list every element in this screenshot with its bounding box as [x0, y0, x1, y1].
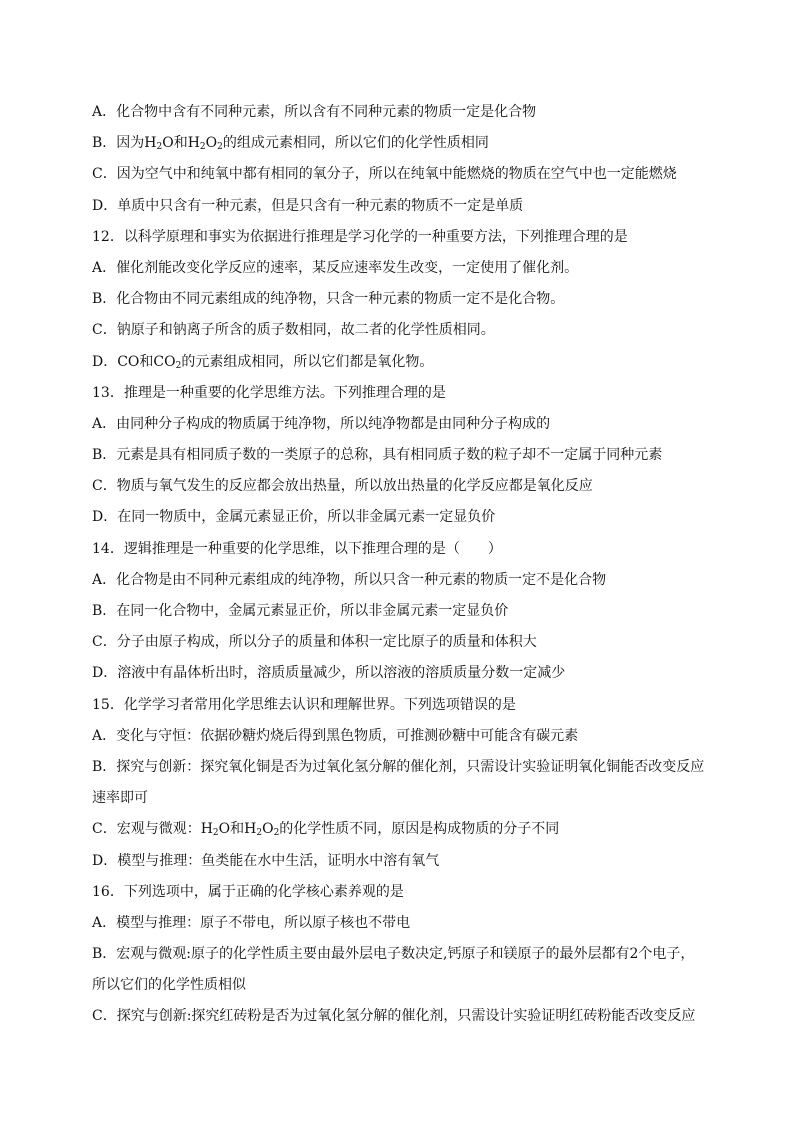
- answer-option: [92, 315, 704, 346]
- subscript: 2: [217, 142, 223, 153]
- text-run: A．模型与推理：原子不带电，所以原子核也不带电: [92, 914, 411, 931]
- text-run: B．在同一化合物中，金属元素显正价，所以非金属元素一定显负价: [92, 603, 509, 619]
- text-run: 的化学性质不同，原因是构成物质的分子不同: [279, 821, 560, 838]
- question-stem: [92, 378, 704, 409]
- subscript: 2: [212, 828, 219, 839]
- answer-option: [92, 440, 704, 471]
- answer-option: [92, 627, 704, 658]
- answer-option: [92, 721, 704, 752]
- option-continuation: [92, 970, 704, 1001]
- answer-option: [92, 284, 704, 315]
- question-list: [92, 97, 704, 1033]
- answer-option: [92, 596, 704, 627]
- text-run: D．在同一物质中，金属元素显正价，所以非金属元素一定显负价: [92, 509, 496, 526]
- question-stem: [92, 690, 704, 721]
- text-run: A．由同种分子构成的物质属于纯净物，所以纯净物都是由同种分子构成的: [92, 415, 551, 432]
- option-continuation: [92, 783, 704, 814]
- text-run: 的元素组成相同，所以它们都是氧化物。: [181, 353, 434, 370]
- text-run: D．模型与推理：鱼类能在水中生活，证明水中溶有氧气: [92, 852, 440, 869]
- answer-option: [92, 128, 704, 159]
- answer-option: [92, 347, 704, 378]
- subscript: 2: [273, 828, 280, 839]
- text-run: O: [205, 135, 218, 152]
- question-stem: [92, 877, 704, 908]
- answer-option: [92, 97, 704, 128]
- text-run: D．CO和CO: [92, 353, 176, 370]
- text-run: O: [262, 821, 274, 838]
- text-run: C．分子由原子构成，所以分子的质量和体积一定比原子的质量和体积大: [92, 634, 537, 651]
- answer-option: [92, 814, 704, 845]
- text-run: C．宏观与微观：H: [92, 821, 213, 838]
- answer-option: [92, 191, 704, 222]
- text-run: A．变化与守恒：依据砂糖灼烧后得到黑色物质，可推测砂糖中可能含有碳元素: [92, 727, 579, 744]
- text-run: B．因为H: [92, 135, 157, 152]
- text-run: 13．推理是一种重要的化学思维方法。下列推理合理的是: [92, 384, 446, 401]
- question-stem: [92, 534, 704, 565]
- text-run: B．宏观与微观:原子的化学性质主要由最外层电子数决定,钙原子和镁原子的最外层都有2个电子，: [92, 946, 695, 963]
- answer-option: [92, 908, 704, 939]
- question-stem: [92, 222, 704, 253]
- answer-option: [92, 409, 704, 440]
- answer-option: [92, 846, 704, 877]
- answer-option: [92, 565, 704, 596]
- text-run: A．催化剂能改变化学反应的速率，某反应速率发生改变，一定使用了催化剂。: [92, 259, 579, 276]
- text-run: O和H: [218, 821, 257, 838]
- subscript: 2: [199, 142, 206, 153]
- text-run: O和H: [162, 135, 200, 152]
- subscript: 2: [256, 828, 263, 839]
- text-run: A．化合物是由不同种元素组成的纯净物，所以只含一种元素的物质一定不是化合物: [92, 571, 607, 588]
- answer-option: [92, 658, 704, 689]
- answer-option: [92, 471, 704, 502]
- text-run: B．探究与创新：探究氧化铜是否为过氧化氢分解的催化剂，只需设计实验证明氧化铜能否改变反应: [92, 758, 705, 775]
- answer-option: [92, 752, 704, 783]
- text-run: 的组成元素相同，所以它们的化学性质相同: [222, 135, 489, 152]
- text-run: C．物质与氧气发生的反应都会放出热量，所以放出热量的化学反应都是氧化反应: [92, 478, 593, 495]
- subscript: 2: [175, 360, 182, 371]
- text-run: B．元素是具有相同质子数的一类原子的总称，具有相同质子数的粒子却不一定属于同种元素: [92, 447, 663, 464]
- text-run: 速率即可: [92, 790, 148, 807]
- text-run: B．化合物由不同元素组成的纯净物，只含一种元素的物质一定不是化合物。: [92, 291, 565, 308]
- text-run: D．单质中只含有一种元素，但是只含有一种元素的物质不一定是单质: [92, 197, 524, 214]
- text-run: 14．逻辑推理是一种重要的化学思维，以下推理合理的是（ ）: [92, 540, 502, 557]
- text-run: 12．以科学原理和事实为依据进行推理是学习化学的一种重要方法，下列推理合理的是: [92, 228, 628, 245]
- text-run: A．化合物中含有不同种元素，所以含有不同种元素的物质一定是化合物: [92, 104, 537, 120]
- text-run: C．钠原子和钠离子所含的质子数相同，故二者的化学性质相同。: [92, 322, 495, 339]
- text-run: 16．下列选项中，属于正确的化学核心素养观的是: [92, 883, 404, 900]
- answer-option: [92, 1001, 704, 1032]
- text-run: 所以它们的化学性质相似: [92, 977, 246, 994]
- text-run: 15．化学学习者常用化学思维去认识和理解世界。下列选项错误的是: [92, 696, 516, 713]
- answer-option: [92, 253, 704, 284]
- answer-option: [92, 939, 704, 970]
- answer-option: [92, 159, 704, 190]
- answer-option: [92, 502, 704, 533]
- subscript: 2: [156, 142, 163, 153]
- text-run: C．探究与创新:探究红砖粉是否为过氧化氢分解的催化剂，只需设计实验证明红砖粉能否改变反应: [92, 1008, 696, 1025]
- text-run: C．因为空气中和纯氧中都有相同的氧分子，所以在纯氧中能燃烧的物质在空气中也一定能燃烧: [92, 166, 677, 183]
- text-run: D．溶液中有晶体析出时，溶质质量减少，所以溶液的溶质质量分数一定减少: [92, 665, 566, 682]
